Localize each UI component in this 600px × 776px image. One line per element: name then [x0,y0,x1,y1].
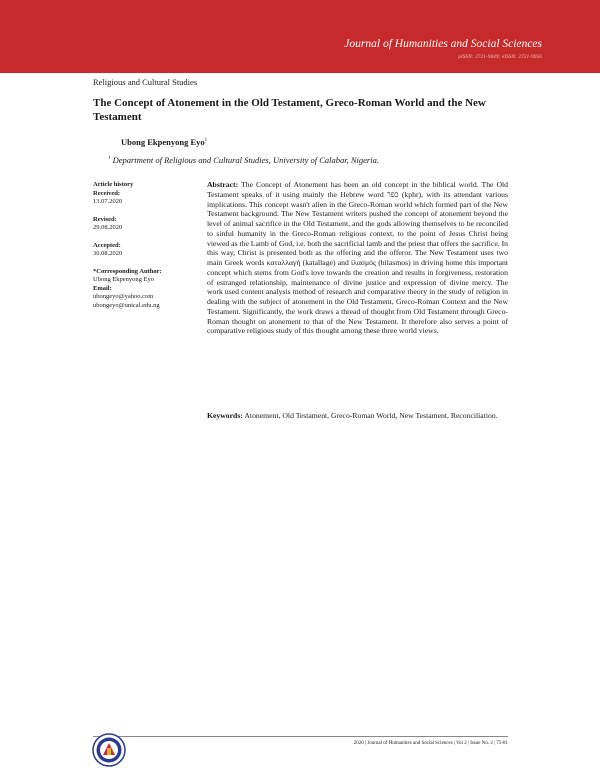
received-date: 13.07.2020 [93,198,123,205]
email-link-2[interactable]: ubongeyo@unical.edu.ng [93,301,160,309]
keywords-label: Keywords: [207,411,243,420]
corresponding-label: *Corresponding Author: [93,267,162,275]
accepted-date: 30.08.2020 [93,250,123,257]
author-mark: 1 [204,138,208,144]
corresponding-author: Ubong Ekpenyong Eyo [93,276,155,283]
accepted-label: Accepted: [93,241,121,249]
footer-divider [93,736,508,737]
abstract-label: Abstract: [207,180,239,189]
author-name: Ubong Ekpenyong Eyo [121,137,205,147]
footer-citation: 2020 | Journal of Humanities and Social Sciences | Vol 2 | Issue No. 2 | 75-81 [353,741,508,746]
keywords-text: Atonement, Old Testament, Greco-Roman World, New Testament, Reconciliation. [244,411,498,420]
affiliation-text: Department of Religious and Cultural Studies, University of Calabar, Nigeria. [112,155,379,165]
journal-title: Journal of Humanities and Social Sciences [344,38,542,50]
received-label: Received: [93,189,121,197]
email-link-1[interactable]: ubongeyo@yahoo.com [93,293,154,300]
affiliation-line [108,155,379,165]
email-label: Email: [93,284,112,292]
article-history [93,181,203,310]
keywords [207,411,508,421]
author-line [121,137,207,147]
journal-issn: pISSN: 2721-9049; eISSN: 2721-9056 [458,55,542,60]
paper-title: The Concept of Atonement in the Old Testament, Greco-Roman World and the New Testament [93,97,486,123]
section-label: Religious and Cultural Studies [93,77,198,87]
abstract-text: The Concept of Atonement has been an old concept in the biblical world. The Old Testament speaks of it using mainly the Hebrew word כפר (kphr), with its attendant various implications. This concept wasn't alien in the Greco-Roman world which formed part of the New Testament background. The New Testament writers pushed the concept of atonement beyond the level of animal sacrifice in the Old Testament, and the gods allowing themselves to be reconciled to sinful humanity in the Greco-Roman religious context, to the point of Jesus Christ being viewed as the Lamb of God, i.e. both the sacrificial lamb and the priest that offers the sacrifice. In this way, Christ is presented both as the offering and the offeror. The New Testament uses two main Greek words καταλλαγή (katallage) and ἱλασμός (hilasmos) in driving home this important concept which stems from God's love towards the creation and results in forgiveness, restoration of estranged relationship, maintenance of divine justice and expression of divine mercy. The work used content analysis method of research and comparative theory in the study of religion in dealing with the subject of atonement in the Old Testament, Greco-Roman Context and the New Testament. Significantly, the work draws a thread of thought from Old Testament through Greco-Roman thought on atonement to that of the New Testament. It therefore also serves a point of comparative religious study of this thought among these three world views. [207,180,508,336]
history-heading: Article history [93,181,134,188]
abstract [207,180,508,336]
revised-date: 29.08.2020 [93,224,123,231]
affiliation-mark: 1 [108,156,111,162]
journal-banner [0,0,600,73]
university-seal-icon [92,733,126,767]
revised-label: Revised: [93,215,117,223]
